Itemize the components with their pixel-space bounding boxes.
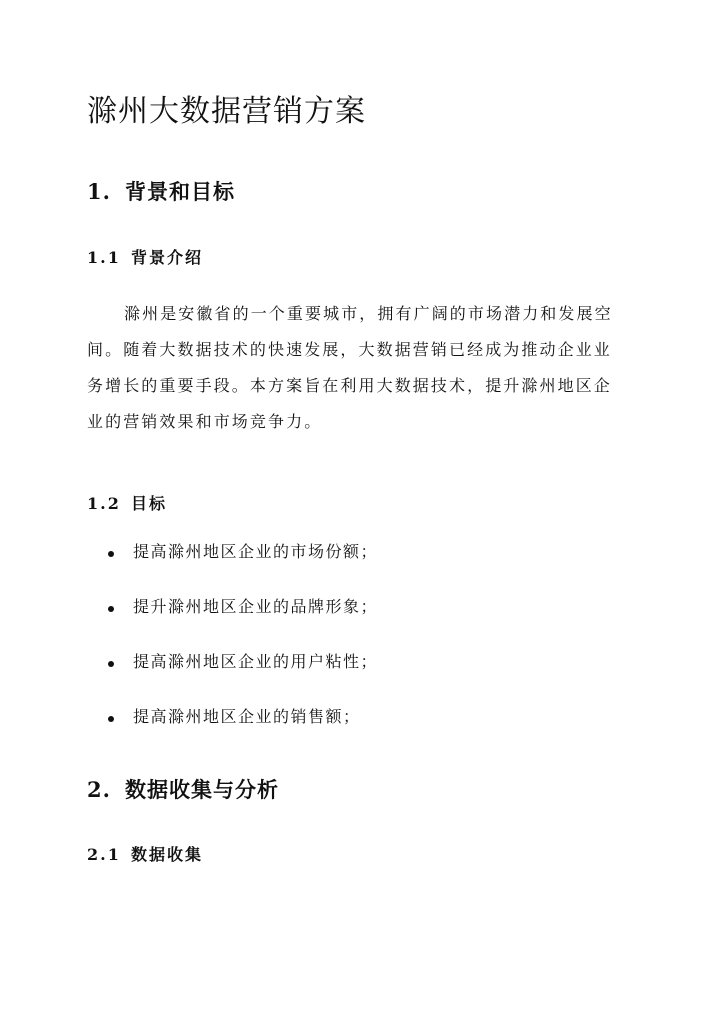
- bullet-icon: [108, 716, 114, 722]
- section-title: 背景和目标: [125, 179, 235, 204]
- list-item-text: 提高滁州地区企业的销售额；: [133, 707, 361, 726]
- subsection-title: 数据收集: [131, 845, 204, 864]
- paragraph-line: 务增长的重要手段。本方案旨在利用大数据技术，提升滁州地区企: [87, 376, 612, 395]
- section-heading-2: [87, 774, 279, 804]
- paragraph-line: 间。随着大数据技术的快速发展，大数据营销已经成为推动企业业: [87, 340, 612, 359]
- subsection-number: 1.2: [87, 494, 121, 513]
- list-item-text: 提高滁州地区企业的市场份额；: [133, 542, 379, 561]
- bullet-icon: [108, 551, 114, 557]
- subsection-title: 目标: [131, 494, 168, 513]
- list-item: [87, 651, 378, 706]
- background-paragraph: [87, 296, 633, 440]
- paragraph-line: 业的营销效果和市场竞争力。: [87, 412, 323, 431]
- list-item: [87, 706, 378, 761]
- list-item: [87, 541, 378, 596]
- section-number: 2.: [87, 777, 111, 802]
- section-number: 1.: [87, 179, 111, 204]
- paragraph-line: 滁州是安徽省的一个重要城市，拥有广阔的市场潜力和发展空: [124, 304, 613, 323]
- document-title: 滁州大数据营销方案: [87, 94, 366, 129]
- list-item-text: 提高滁州地区企业的用户粘性；: [133, 652, 379, 671]
- section-heading-1: [87, 176, 235, 206]
- section-title: 数据收集与分析: [125, 777, 279, 802]
- list-item-text: 提升滁州地区企业的品牌形象；: [133, 597, 379, 616]
- goals-list: [87, 541, 378, 761]
- subsection-number: 1.1: [87, 248, 121, 267]
- subsection-heading-1-1: [87, 245, 203, 268]
- list-item: [87, 596, 378, 651]
- bullet-icon: [108, 661, 114, 667]
- subsection-heading-1-2: [87, 491, 167, 514]
- bullet-icon: [108, 606, 114, 612]
- subsection-title: 背景介绍: [131, 248, 204, 267]
- subsection-heading-2-1: [87, 842, 203, 865]
- subsection-number: 2.1: [87, 845, 121, 864]
